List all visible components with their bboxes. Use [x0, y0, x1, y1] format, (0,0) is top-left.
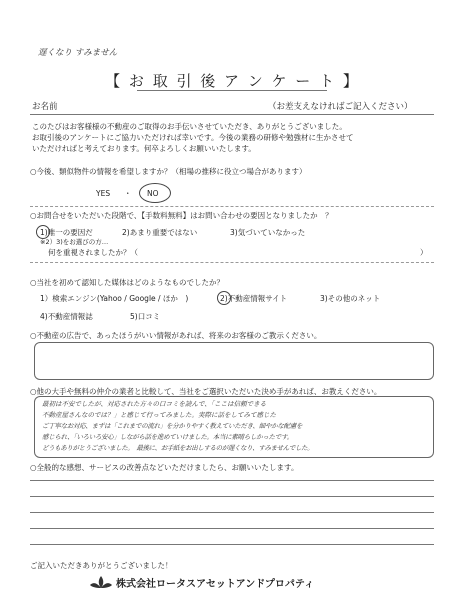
intro-line-3: いただければと考えております。何卒よろしくお願いいたします。	[32, 144, 256, 153]
q3-option-5[interactable]: 5)口コミ	[130, 312, 161, 321]
q1-yes-option[interactable]: YES	[96, 189, 111, 198]
header-handwritten-note: 遅くなり すみません	[38, 48, 118, 58]
q6-answer-line-5[interactable]	[30, 544, 434, 545]
q6-answer-line-2[interactable]	[30, 496, 434, 497]
divider-q2	[30, 262, 434, 263]
q2-sub-question: 何を重視されましたか？（	[48, 248, 138, 257]
q2-option-1[interactable]: 1)唯一の要因だ	[40, 228, 93, 237]
q3-option-2-selected-circle	[217, 291, 231, 305]
q2-option-2[interactable]: 2)あまり重要ではない	[122, 228, 198, 237]
q5-handwritten-line-2: 不動産屋さんなのでは？」と感じて行ってみました。実際に話をしてみて感じた	[42, 411, 276, 419]
thanks-message: ご記入いただきありがとうございました！	[30, 561, 173, 570]
q2-option-3[interactable]: 3)気づいていなかった	[230, 228, 306, 237]
divider-q1	[30, 206, 434, 207]
q4-label: ○不動産の広告で、あったほうがいい情報があれば、将来のお客様のご教示ください。	[30, 331, 322, 340]
q6-answer-line-4[interactable]	[30, 528, 434, 529]
q6-answer-line-3[interactable]	[30, 512, 434, 513]
intro-line-2: お取引後のアンケートにご協力いただければ幸いです。今後の業務の研修や勉強材に生かさせて	[32, 133, 354, 142]
q5-handwritten-line-4: 感じられ、「いろいろ安心」しながら話を進めていけました。本当に素晴らしかったです。	[42, 433, 293, 441]
q1-no-option[interactable]: NO	[147, 189, 159, 198]
company-name: 株式会社ロータスアセットアンドプロパティ	[116, 579, 315, 590]
intro-line-1: このたびはお客様様の不動産のご取得のお手伝いさせていただき、ありがとうございました。	[32, 122, 347, 131]
name-field-line[interactable]	[30, 114, 434, 115]
q6-answer-line-1[interactable]	[30, 480, 434, 481]
q2-sub-note: ※2）3)をお選びの方…	[40, 238, 109, 246]
q3-option-2[interactable]: 2)不動産情報サイト	[220, 294, 288, 303]
q3-option-3[interactable]: 3)その他のネット	[320, 294, 381, 303]
q2-sub-close-paren: ）	[420, 248, 428, 257]
q4-answer-box[interactable]	[34, 342, 434, 380]
q6-label: ○全般的な感想、サービスの改善点などいただけましたら、お願いいたします。	[30, 463, 299, 472]
q3-option-4[interactable]: 4)不動産情報誌	[40, 312, 93, 321]
q3-label: ○当社を初めて認知した媒体はどのようなものでしたか？	[30, 278, 225, 287]
name-note: （お差支えなければご記入ください）	[268, 102, 413, 112]
q3-option-1[interactable]: 1）検索エンジン(Yahoo / Google / ほか )	[40, 294, 189, 303]
q1-label: ○今後、類似物件の情報を希望しますか？（相場の推移に役立つ場合があります）	[30, 167, 307, 176]
q5-label: ○他の大手や無料の仲介の業者と比較して、当社をご選択いただいた決め手があれば、お教えください。	[30, 387, 382, 396]
q2-label: ○お問合せをいただいた段階で、【手数料無料】はお問い合わせの要因となりましたか ？	[30, 211, 333, 220]
q1-separator-dot: ・	[124, 189, 132, 198]
q5-handwritten-line-5: どうもありがとうございました。 最後に、お手紙をお出しするのが遅くなり、すみませんでした。	[42, 444, 314, 452]
form-title: 【 お 取 引 後 ア ン ケ ー ト 】	[105, 72, 360, 90]
q5-handwritten-line-3: ご丁寧なお対応、まずは「これまでの流れ」を分かりやすく教えていただき、細やかな配慮を	[42, 422, 303, 430]
name-label: お名前	[32, 102, 58, 112]
title-underline	[137, 90, 327, 91]
company-logo-icon	[88, 574, 114, 588]
q1-no-selected-circle	[139, 183, 171, 203]
q5-handwritten-line-1: 最初は不安でしたが、対応された方々の口コミを読んで、「ここは信頼できる	[42, 400, 267, 408]
